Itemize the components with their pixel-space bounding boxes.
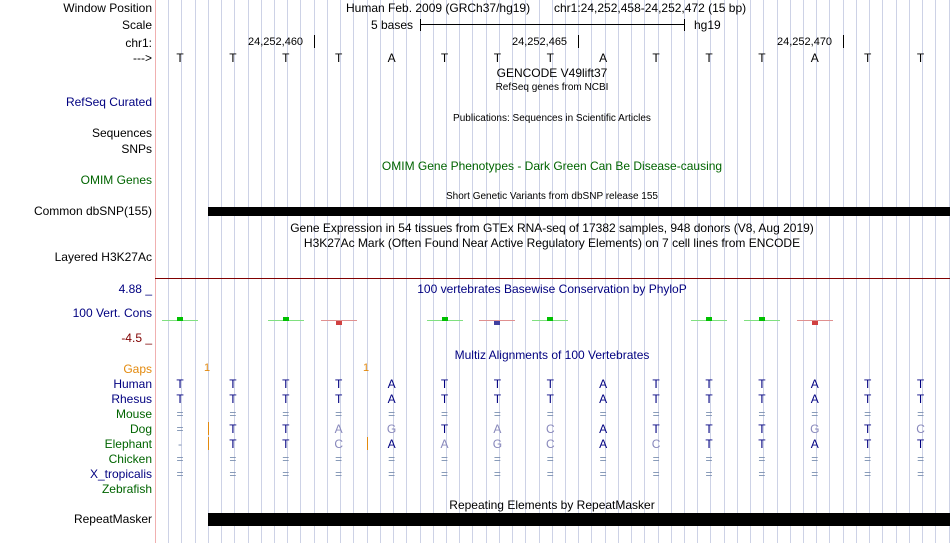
alignment-base: T bbox=[229, 377, 237, 391]
phylop-mark bbox=[706, 317, 712, 321]
alignment-base: = bbox=[705, 407, 713, 421]
grid-line bbox=[829, 0, 830, 543]
coord-tick-2: 24,252,465 bbox=[512, 36, 568, 48]
cons-max-label: 4.88 _ bbox=[118, 282, 152, 296]
alignment-base: T bbox=[916, 377, 925, 391]
alignment-base: T bbox=[705, 437, 713, 451]
alignment-base: T bbox=[229, 437, 237, 451]
coord-tick-1: 24,252,460 bbox=[248, 36, 304, 48]
alignment-base: T bbox=[176, 392, 184, 406]
grid-line bbox=[168, 0, 169, 543]
grid-line bbox=[697, 0, 698, 543]
grid-line bbox=[248, 0, 249, 543]
alignment-base: = bbox=[176, 422, 184, 436]
alignment-base: = bbox=[652, 467, 660, 481]
scale-bar-left bbox=[420, 19, 421, 31]
alignment-base: C bbox=[334, 437, 344, 451]
alignment-base: = bbox=[599, 407, 607, 421]
gaps-label: Gaps bbox=[123, 362, 152, 376]
grid-line bbox=[314, 0, 315, 543]
alignment-base: T bbox=[493, 377, 502, 391]
h3k27ac-title[interactable]: H3K27Ac Mark (Often Found Near Active Regulatory Elements) on 7 cell lines from ENCODE bbox=[303, 236, 801, 250]
alignment-base: A bbox=[810, 437, 819, 451]
phylop-mark bbox=[442, 317, 448, 321]
scale-bar bbox=[420, 24, 684, 25]
alignment-base: C bbox=[545, 422, 555, 436]
alignment-base: = bbox=[917, 452, 925, 466]
dog-gap-bar bbox=[208, 422, 209, 435]
grid-line bbox=[221, 0, 222, 543]
reference-base: A bbox=[387, 51, 396, 65]
alignment-base: G bbox=[810, 422, 820, 436]
alignment-base: A bbox=[493, 422, 502, 436]
multiz-title[interactable]: Multiz Alignments of 100 Vertebrates bbox=[454, 348, 650, 362]
grid-line bbox=[790, 0, 791, 543]
alignment-base: C bbox=[916, 422, 925, 436]
alignment-base: A bbox=[810, 392, 819, 406]
alignment-base: T bbox=[652, 422, 660, 436]
alignment-base: T bbox=[652, 392, 660, 406]
grid-line bbox=[777, 0, 778, 543]
gtex-title[interactable]: Gene Expression in 54 tissues from GTEx RNA-seq of 17382 samples, 948 donors (V8, Aug 2019) bbox=[290, 221, 814, 235]
grid-line bbox=[486, 0, 487, 543]
alignment-base: T bbox=[229, 422, 237, 436]
species-label-dog[interactable]: Dog bbox=[129, 422, 152, 436]
coord-tick-mark-3 bbox=[843, 35, 844, 48]
reference-base: T bbox=[282, 51, 290, 65]
alignment-base: = bbox=[652, 407, 660, 421]
grid-line bbox=[353, 0, 354, 543]
alignment-base: A bbox=[387, 437, 396, 451]
grid-line bbox=[856, 0, 857, 543]
h3k27ac-track-label[interactable]: Layered H3K27Ac bbox=[54, 250, 152, 264]
grid-line bbox=[684, 0, 685, 543]
alignment-base: = bbox=[229, 452, 237, 466]
alignment-base: T bbox=[176, 377, 184, 391]
gap-mark-1: 1 bbox=[204, 362, 211, 374]
alignment-base: = bbox=[493, 452, 501, 466]
grid-line bbox=[261, 0, 262, 543]
alignment-base: = bbox=[388, 467, 396, 481]
grid-line bbox=[274, 0, 275, 543]
grid-line bbox=[472, 0, 473, 543]
alignment-base: = bbox=[917, 467, 925, 481]
alignment-base: = bbox=[282, 467, 290, 481]
alignment-base: T bbox=[864, 377, 872, 391]
reference-base: T bbox=[705, 51, 713, 65]
publications-title[interactable]: Publications: Sequences in Scientific Articles bbox=[453, 113, 651, 124]
alignment-base: = bbox=[864, 452, 872, 466]
repeat-track-label[interactable]: RepeatMasker bbox=[73, 512, 152, 526]
alignment-base: T bbox=[335, 392, 343, 406]
alignment-base: T bbox=[440, 392, 449, 406]
alignment-base: T bbox=[440, 377, 449, 391]
grid-line bbox=[671, 0, 672, 543]
h3k27ac-baseline bbox=[155, 278, 950, 279]
grid-line bbox=[644, 0, 645, 543]
alignment-base: = bbox=[176, 452, 184, 466]
coord-tick-3: 24,252,470 bbox=[777, 36, 833, 48]
alignment-base: A bbox=[599, 422, 608, 436]
alignment-base: T bbox=[916, 392, 925, 406]
alignment-base: = bbox=[705, 452, 713, 466]
strand-arrow[interactable]: ---> bbox=[133, 51, 152, 65]
alignment-base: T bbox=[758, 377, 766, 391]
species-label-mouse[interactable]: Mouse bbox=[115, 407, 152, 421]
reference-base: T bbox=[916, 51, 925, 65]
alignment-base: T bbox=[282, 437, 290, 451]
alignment-base: = bbox=[652, 452, 660, 466]
grid-line bbox=[737, 0, 738, 543]
alignment-base: = bbox=[864, 467, 872, 481]
phylop-mark bbox=[494, 321, 500, 325]
alignment-base: A bbox=[387, 392, 396, 406]
alignment-base: A bbox=[599, 392, 608, 406]
alignment-base: = bbox=[335, 467, 343, 481]
alignment-base: = bbox=[335, 407, 343, 421]
alignment-base: A bbox=[599, 437, 608, 451]
cons-track-label[interactable]: 100 Vert. Cons bbox=[72, 306, 152, 320]
window-position-label: Window Position bbox=[63, 1, 152, 15]
scale-text: 5 bases bbox=[371, 18, 414, 32]
refseq-subtitle[interactable]: RefSeq genes from NCBI bbox=[495, 82, 609, 93]
alignment-base: = bbox=[440, 407, 449, 421]
track-divider bbox=[155, 0, 156, 543]
alignment-base: T bbox=[864, 437, 872, 451]
alignment-base: = bbox=[599, 467, 607, 481]
alignment-base: T bbox=[705, 377, 713, 391]
alignment-base: T bbox=[652, 377, 660, 391]
coord-tick-mark-2 bbox=[578, 35, 579, 48]
alignment-base: A bbox=[387, 377, 396, 391]
phylop-mark bbox=[759, 317, 765, 321]
sequences-track-label[interactable]: Sequences bbox=[91, 126, 152, 140]
alignment-base: = bbox=[493, 467, 501, 481]
alignment-base: = bbox=[229, 467, 237, 481]
alignment-base: T bbox=[229, 392, 237, 406]
alignment-base: T bbox=[864, 392, 872, 406]
position-text[interactable]: chr1:24,252,458-24,252,472 (15 bp) bbox=[554, 1, 747, 15]
species-label-rhesus[interactable]: Rhesus bbox=[111, 392, 152, 406]
grid-line bbox=[380, 0, 381, 543]
grid-line bbox=[367, 0, 368, 543]
alignment-base: C bbox=[651, 437, 661, 451]
grid-line bbox=[195, 0, 196, 543]
alignment-base: T bbox=[705, 392, 713, 406]
alignment-base: = bbox=[811, 452, 819, 466]
alignment-base: = bbox=[440, 452, 449, 466]
grid-line bbox=[327, 0, 328, 543]
grid-line bbox=[935, 0, 936, 543]
alignment-base: = bbox=[176, 407, 184, 421]
omim-title[interactable]: OMIM Gene Phenotypes - Dark Green Can Be Disease-causing bbox=[381, 159, 723, 173]
grid-line bbox=[750, 0, 751, 543]
alignment-base: = bbox=[917, 407, 925, 421]
scale-bar-right bbox=[684, 19, 685, 31]
alignment-base: T bbox=[282, 422, 290, 436]
phylop-mark bbox=[177, 317, 183, 321]
alignment-base: = bbox=[811, 467, 819, 481]
grid-line bbox=[843, 0, 844, 543]
species-label-x_tropicalis[interactable]: X_tropicalis bbox=[89, 467, 152, 481]
elephant-gap-bar bbox=[208, 437, 209, 450]
reference-base: T bbox=[335, 51, 343, 65]
grid-line bbox=[631, 0, 632, 543]
alignment-base: = bbox=[811, 407, 819, 421]
alignment-base: = bbox=[440, 467, 449, 481]
reference-base: T bbox=[229, 51, 237, 65]
grid-line bbox=[300, 0, 301, 543]
grid-line bbox=[896, 0, 897, 543]
reference-base: A bbox=[810, 51, 819, 65]
grid-line bbox=[433, 0, 434, 543]
grid-line bbox=[909, 0, 910, 543]
alignment-base: = bbox=[229, 407, 237, 421]
alignment-base: T bbox=[758, 392, 766, 406]
reference-base: T bbox=[864, 51, 872, 65]
phylop-mark bbox=[283, 317, 289, 321]
elephant-gap-bar-2 bbox=[367, 437, 368, 450]
alignment-base: T bbox=[864, 422, 872, 436]
phylop-mark bbox=[547, 317, 553, 321]
alignment-base: = bbox=[282, 407, 290, 421]
grid-line bbox=[406, 0, 407, 543]
reference-base: A bbox=[599, 51, 608, 65]
species-label-elephant[interactable]: Elephant bbox=[104, 437, 152, 451]
alignment-base: - bbox=[178, 437, 182, 451]
alignment-base: = bbox=[758, 407, 766, 421]
scale-db: hg19 bbox=[694, 18, 721, 32]
phylop-mark bbox=[336, 321, 342, 325]
alignment-base: T bbox=[758, 422, 766, 436]
species-label-chicken[interactable]: Chicken bbox=[108, 452, 152, 466]
grid-line bbox=[882, 0, 883, 543]
alignment-base: A bbox=[810, 377, 819, 391]
alignment-base: = bbox=[546, 407, 554, 421]
alignment-base: A bbox=[334, 422, 343, 436]
alignment-base: = bbox=[599, 452, 607, 466]
omim-track-label[interactable]: OMIM Genes bbox=[80, 173, 152, 187]
alignment-base: T bbox=[546, 392, 554, 406]
reference-base: T bbox=[652, 51, 660, 65]
alignment-base: = bbox=[705, 467, 713, 481]
reference-base: T bbox=[493, 51, 502, 65]
alignment-base: T bbox=[705, 422, 713, 436]
reference-base: T bbox=[440, 51, 449, 65]
coord-tick-mark-1 bbox=[314, 35, 315, 48]
chrom-label: chr1: bbox=[125, 36, 152, 50]
cons-min-label: -4.5 _ bbox=[121, 331, 152, 345]
grid-line bbox=[803, 0, 804, 543]
grid-line bbox=[420, 0, 421, 543]
alignment-base: T bbox=[282, 377, 290, 391]
alignment-base: = bbox=[335, 452, 343, 466]
alignment-base: A bbox=[440, 437, 449, 451]
alignment-base: = bbox=[546, 452, 554, 466]
alignment-base: T bbox=[493, 392, 502, 406]
repeat-feature-bar[interactable] bbox=[208, 513, 950, 526]
dbsnp-track-label[interactable]: Common dbSNP(155) bbox=[33, 204, 152, 218]
alignment-base: A bbox=[599, 377, 608, 391]
alignment-base: T bbox=[440, 422, 449, 436]
species-label-human[interactable]: Human bbox=[113, 377, 152, 391]
phylop-title[interactable]: 100 vertebrates Basewise Conservation by PhyloP bbox=[417, 282, 687, 296]
alignment-base: T bbox=[916, 437, 925, 451]
grid-line bbox=[724, 0, 725, 543]
repeat-title[interactable]: Repeating Elements by RepeatMasker bbox=[449, 498, 655, 512]
alignment-base: = bbox=[758, 452, 766, 466]
alignment-base: = bbox=[493, 407, 501, 421]
alignment-base: = bbox=[388, 452, 396, 466]
alignment-base: C bbox=[545, 437, 555, 451]
dbsnp-feature-bar[interactable] bbox=[208, 207, 950, 216]
alignment-base: T bbox=[546, 377, 554, 391]
grid-line bbox=[208, 0, 209, 543]
refseq-track-label[interactable]: RefSeq Curated bbox=[65, 95, 152, 109]
alignment-base: = bbox=[864, 407, 872, 421]
alignment-base: = bbox=[546, 467, 554, 481]
grid-line bbox=[618, 0, 619, 543]
grid-line bbox=[459, 0, 460, 543]
assembly-text[interactable]: Human Feb. 2009 (GRCh37/hg19) bbox=[346, 1, 531, 15]
reference-base: T bbox=[546, 51, 554, 65]
scale-label: Scale bbox=[121, 18, 152, 32]
gap-mark-2: 1 bbox=[363, 362, 370, 374]
phylop-mark bbox=[812, 321, 818, 325]
dbsnp-title[interactable]: Short Genetic Variants from dbSNP release 155 bbox=[446, 191, 658, 202]
alignment-base: = bbox=[282, 452, 290, 466]
gencode-title[interactable]: GENCODE V49lift37 bbox=[496, 66, 608, 80]
species-label-zebrafish[interactable]: Zebrafish bbox=[101, 482, 152, 496]
alignment-base: G bbox=[492, 437, 503, 451]
alignment-base: T bbox=[758, 437, 766, 451]
reference-base: T bbox=[176, 51, 184, 65]
alignment-base: = bbox=[758, 467, 766, 481]
alignment-base: G bbox=[386, 422, 397, 436]
snps-track-label[interactable]: SNPs bbox=[121, 142, 152, 156]
alignment-base: T bbox=[335, 377, 343, 391]
alignment-base: = bbox=[388, 407, 396, 421]
alignment-base: = bbox=[176, 467, 184, 481]
reference-base: T bbox=[758, 51, 766, 65]
alignment-base: T bbox=[282, 392, 290, 406]
